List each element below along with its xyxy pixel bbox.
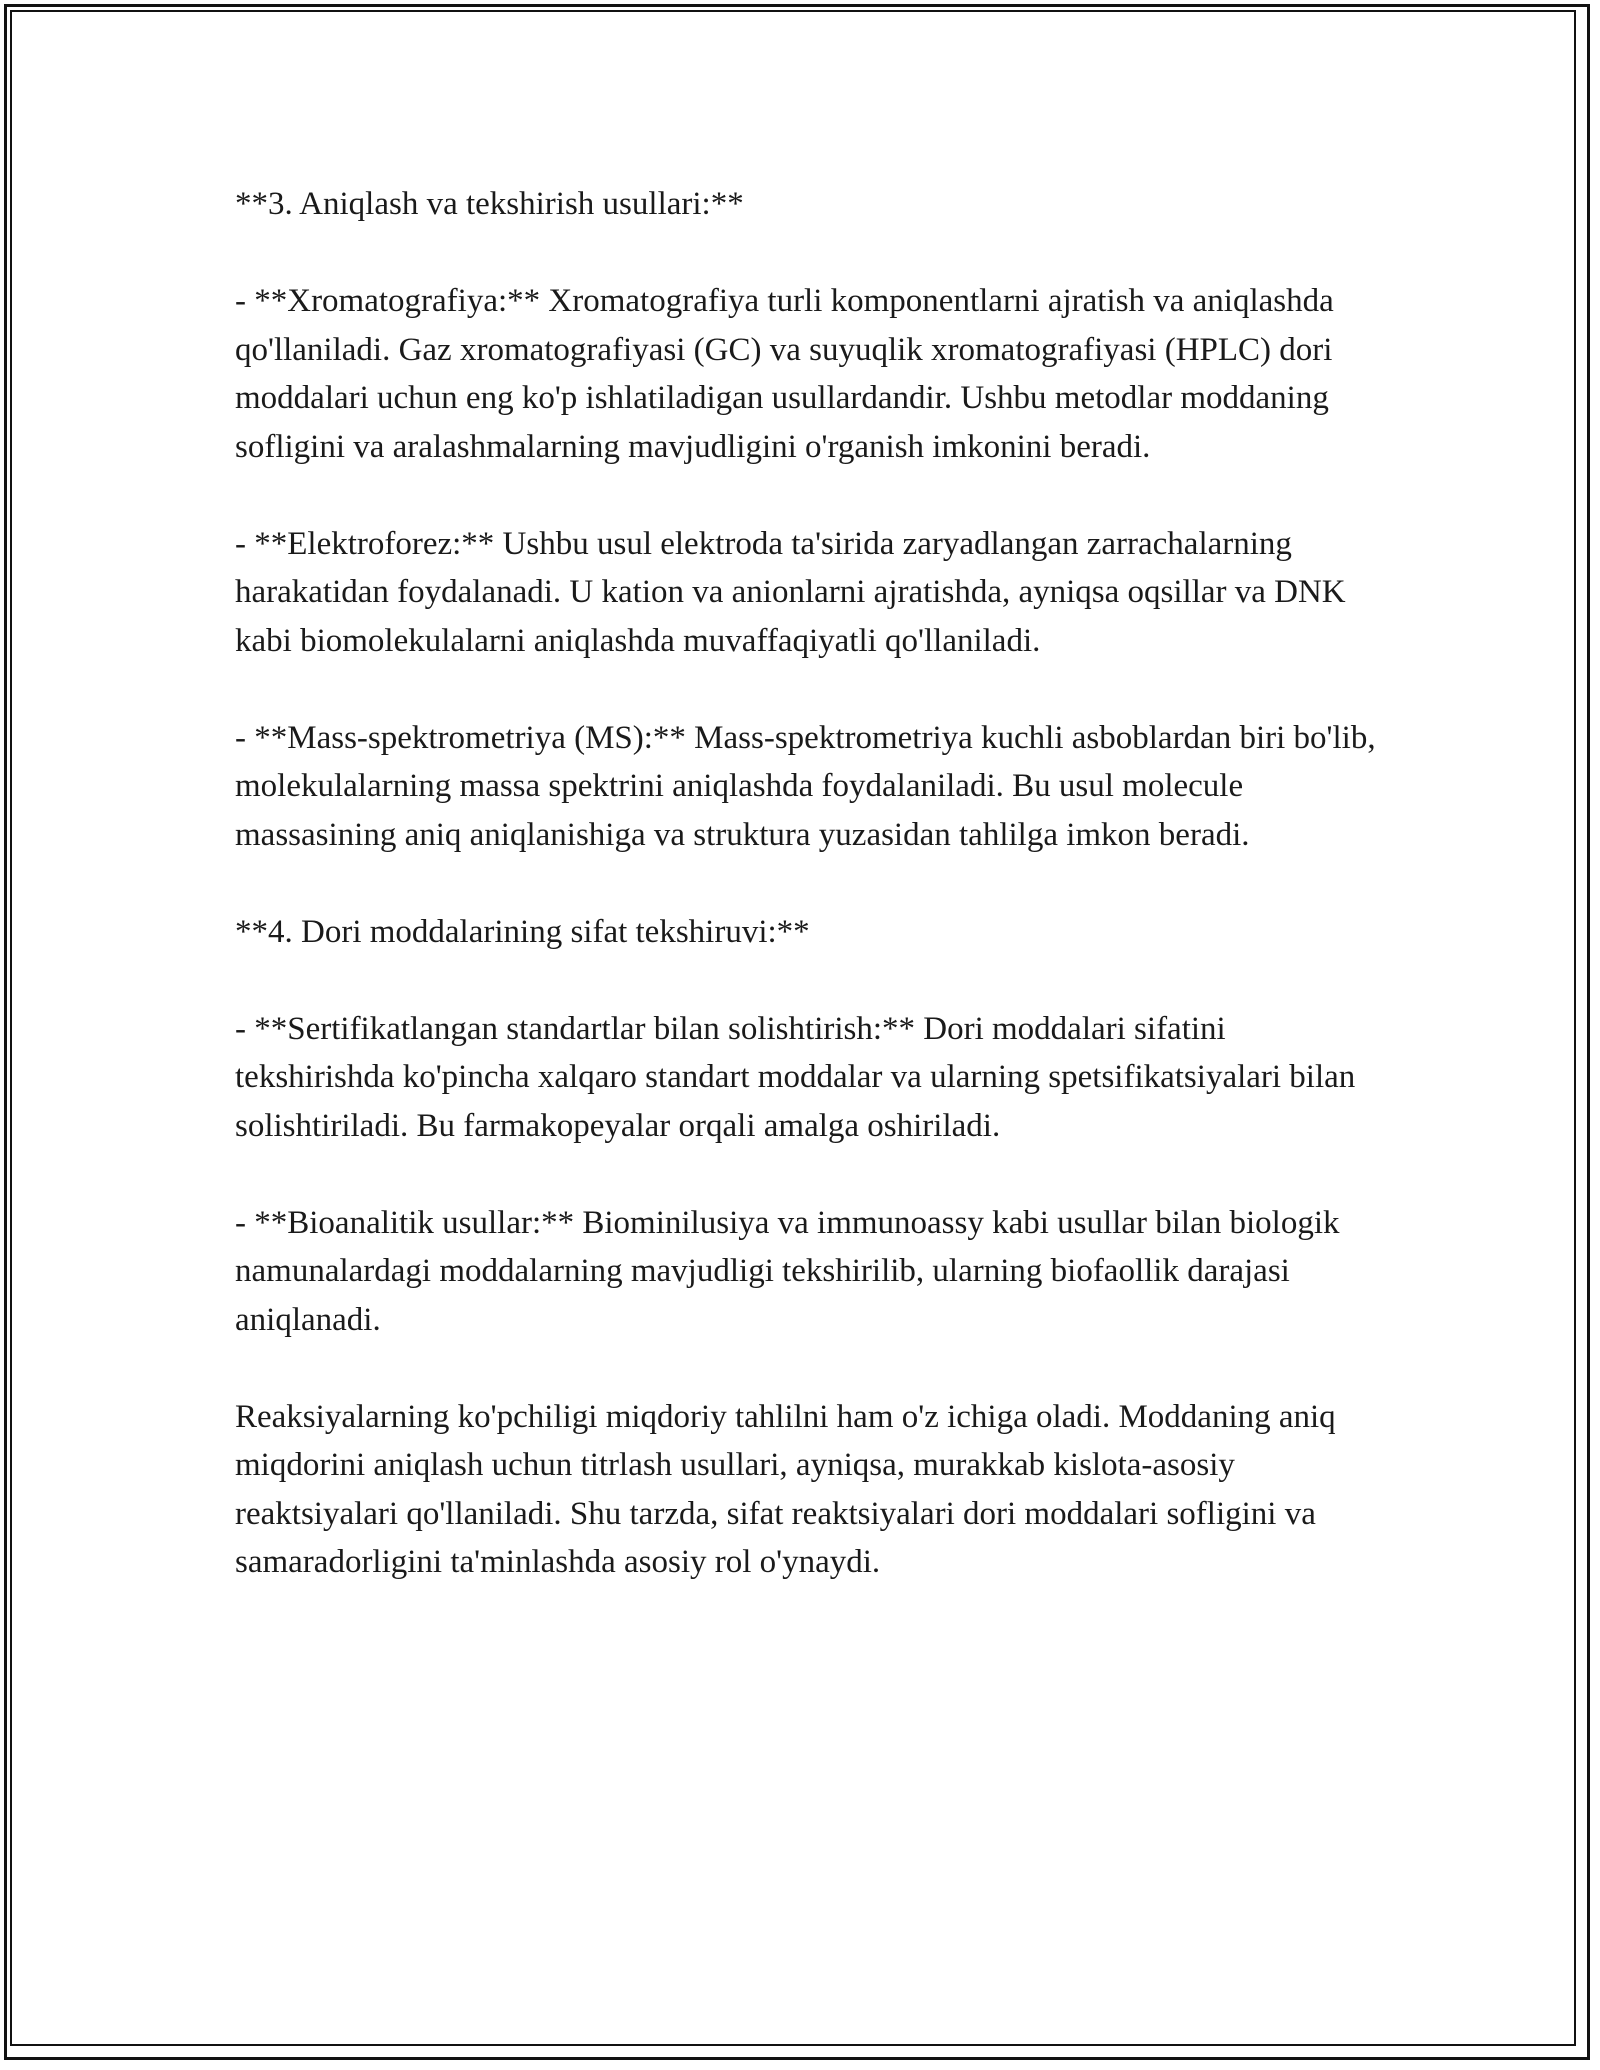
document-body [235, 180, 1385, 1587]
section-heading-3: **3. Aniqlash va tekshirish usullari:** [235, 186, 744, 222]
paragraph-bioanalytical-methods: - **Bioanalitik usullar:** Biominilusiya va immunoassy kabi usullar bilan biologik namunalardagi moddalarning mavjudligi tekshirilib, ularning biofaollik darajasi aniqlanadi. [235, 1204, 1340, 1338]
paragraph-electrophoresis: - **Elektroforez:** Ushbu usul elektroda ta'sirida zaryadlangan zarrachalarning harakatidan foydalanadi. U kation va anionlarni ajratishda, ayniqsa oqsillar va DNK kabi biomolekulalarni aniqlashda muvaffaqiyatli qo'llaniladi. [235, 525, 1346, 659]
paragraph-certified-standards: - **Sertifikatlangan standartlar bilan solishtirish:** Dori moddalari sifatini tekshirishda ko'pincha xalqaro standart moddalar va ularning spetsifikatsiyalari bilan solishtiriladi. Bu farmakopeyalar orqali amalga oshiriladi. [235, 1010, 1356, 1144]
paragraph-mass-spectrometry: - **Mass-spektrometriya (MS):** Mass-spektrometriya kuchli asboblardan biri bo'lib, molekulalarning massa spektrini aniqlashda foydalaniladi. Bu usul molecule massasining aniq aniqlanishiga va struktura yuzasidan tahlilga imkon beradi. [235, 719, 1376, 853]
section-heading-4: **4. Dori moddalarining sifat tekshiruvi:** [235, 913, 810, 950]
paragraph-chromatography: - **Xromatografiya:** Xromatografiya turli komponentlarni ajratish va aniqlashda qo'llaniladi. Gaz xromatografiyasi (GC) va suyuqlik xromatografiyasi (HPLC) dori moddalari uchun eng ko'p ishlatiladigan usullardandir. Ushbu metodlar moddaning sofligini va aralashmalarning mavjudligini o'rganish imkonini beradi. [235, 283, 1334, 465]
paragraph-conclusion: Reaksiyalarning ko'pchiligi miqdoriy tahlilni ham o'z ichiga oladi. Moddaning aniq miqdorini aniqlash uchun titrlash usullari, ayniqsa, murakkab kislota-asosiy reaktsiyalari qo'llaniladi. Shu tarzda, sifat reaktsiyalari dori moddalari sofligini va samaradorligini ta'minlashda asosiy rol o'ynaydi. [235, 1398, 1336, 1580]
